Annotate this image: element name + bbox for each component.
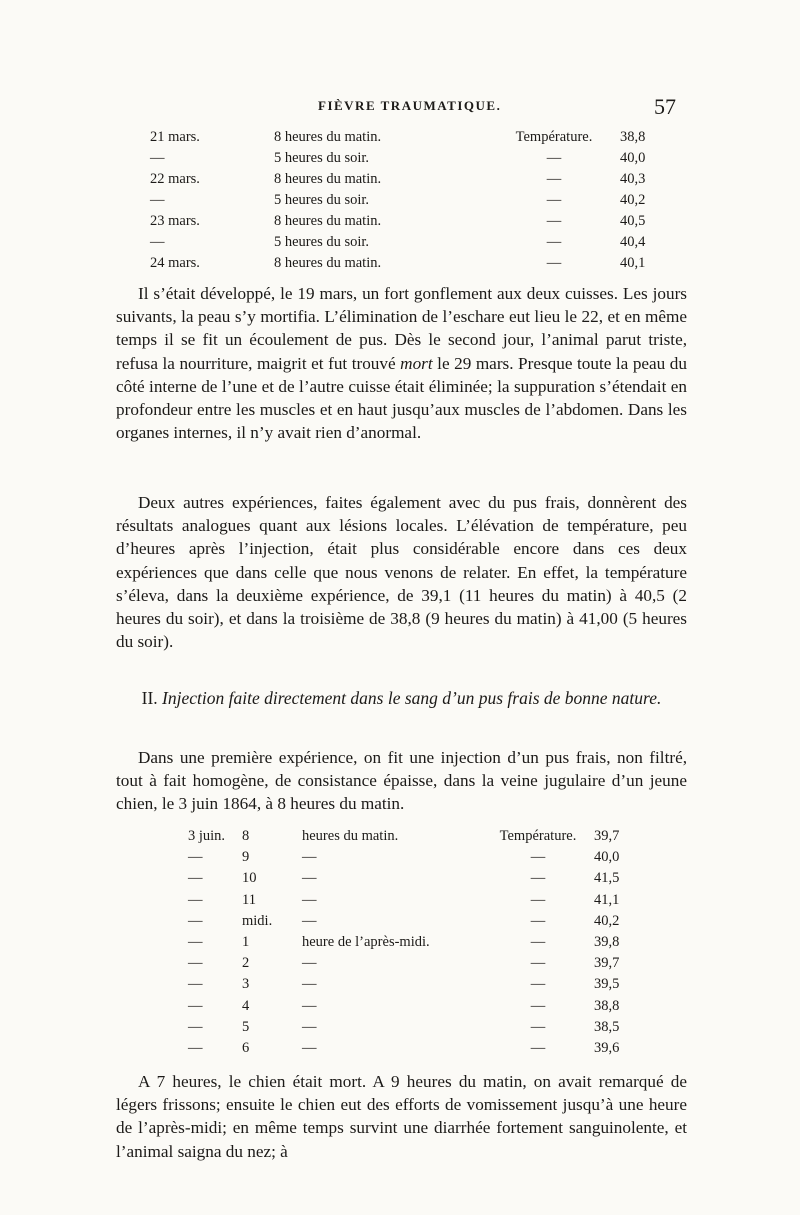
temperature-label-cell: — — [530, 934, 546, 951]
paragraph-text: Deux autres expériences, faites également avec du pus frais, donnèrent des résultats analogues quant aux lésions locales. L’élévation de température, peu d’heures après l’injection, était plus considérable encore dans ces deux expériences que dans celle que nous venons de relater. En effet, la température s’éleva, dans la deuxième expérience, de 39,1 (11 heures du matin) à 40,5 (2 heures du soir), et dans la troisième de 38,8 (9 heures du matin) à 41,00 (5 heures du soir). — [116, 493, 687, 652]
temperature-label-cell: Température. — [515, 129, 593, 145]
section-heading — [116, 687, 687, 709]
hour-cell: 1 — [242, 934, 250, 951]
temperature-value-cell: 38,8 — [594, 997, 620, 1014]
time-cell: 8 heures du matin. — [274, 129, 382, 145]
temperature-label-cell: — — [530, 870, 546, 887]
paragraph-outcome — [116, 1070, 687, 1163]
table-row — [188, 932, 654, 953]
temperature-value-cell: 39,7 — [594, 955, 620, 972]
time-cell: — — [302, 912, 317, 929]
temperature-label-cell: — — [546, 150, 562, 166]
hour-cell: 11 — [242, 891, 256, 908]
table-row — [150, 211, 690, 232]
time-cell: — — [302, 976, 317, 993]
temperature-value-cell: 39,5 — [594, 976, 620, 993]
temperature-value-cell: 41,5 — [594, 870, 620, 887]
hour-cell: 6 — [242, 1040, 250, 1057]
table-row — [150, 169, 690, 190]
table-row — [150, 148, 690, 169]
date-cell: 24 mars. — [150, 255, 200, 271]
running-title: FIÈVRE TRAUMATIQUE. — [318, 98, 502, 113]
table-row — [150, 190, 690, 211]
time-cell: 8 heures du matin. — [274, 213, 382, 229]
temperature-label-cell: — — [546, 234, 562, 250]
paragraph-first-experiment — [116, 746, 687, 816]
hour-cell: 4 — [242, 997, 250, 1014]
section-title: Injection faite directement dans le sang d’un pus frais de bonne nature. — [162, 688, 662, 708]
table-row — [188, 1017, 654, 1038]
table-row — [188, 996, 654, 1017]
paragraph-text: le 29 mars. Presque toute la peau du côté interne de l’une et de l’autre cuisse était éliminée; la suppuration s’étendait en profondeur entre les muscles et en haut jusqu’aux muscles de l’abdomen. Dans les organes internes, il n’y avait rien d’anormal. — [116, 353, 687, 443]
time-cell: 5 heures du soir. — [274, 192, 370, 208]
temperature-value-cell: 38,5 — [594, 1018, 620, 1035]
temperature-label-cell: — — [530, 849, 546, 866]
table-row — [150, 127, 690, 148]
temperature-value-cell: 38,8 — [620, 129, 646, 145]
temperature-label-cell: Température. — [499, 828, 577, 844]
table-row — [188, 868, 654, 889]
hour-cell: 10 — [242, 870, 257, 887]
paragraph-text: Dans une première expérience, on fit une injection d’un pus frais, non filtré, tout à fait homogène, de consistance épaisse, dans la veine jugulaire d’un jeune chien, le 3 juin 1864, à 8 heures du matin. — [116, 748, 687, 814]
time-cell: — — [302, 891, 317, 908]
temperature-label-cell: — — [530, 997, 546, 1014]
page-number: 57 — [654, 94, 676, 119]
temperature-value-cell: 39,8 — [594, 934, 620, 951]
time-cell: 5 heures du soir. — [274, 150, 370, 166]
page-header — [0, 96, 800, 120]
date-cell: — — [188, 1018, 203, 1035]
date-cell: 22 mars. — [150, 171, 200, 187]
table-row — [188, 826, 654, 847]
date-cell: — — [188, 955, 203, 972]
temperature-value-cell: 40,5 — [620, 213, 646, 229]
time-cell: heure de l’après-midi. — [302, 934, 430, 951]
temperature-table-june — [188, 826, 654, 1059]
hour-cell: 9 — [242, 849, 250, 866]
date-cell: — — [150, 234, 165, 250]
hour-cell: 2 — [242, 955, 250, 972]
time-cell: — — [302, 1018, 317, 1035]
time-cell: 8 heures du matin. — [274, 171, 382, 187]
date-cell: — — [188, 870, 203, 887]
date-cell: — — [188, 849, 203, 866]
time-cell: 5 heures du soir. — [274, 234, 370, 250]
temperature-value-cell: 41,1 — [594, 891, 620, 908]
temperature-label-cell: — — [546, 192, 562, 208]
time-cell: — — [302, 997, 317, 1014]
temperature-value-cell: 40,0 — [594, 849, 620, 866]
paragraph-text: Il s’était développé, le 19 mars, un fort gonflement aux deux cuisses. Les jours suivants, la peau s’y mortifia. L’élimination de l’eschare eut lieu le 22, et en même temps il se fit un écoulement de pus. Dès le second jour, l’animal parut triste, refusa la nourriture, maigrit et fut trouvé — [116, 284, 687, 373]
temperature-label-cell: — — [546, 171, 562, 187]
table-row — [188, 974, 654, 995]
time-cell: heures du matin. — [302, 828, 399, 844]
temperature-value-cell: 40,1 — [620, 255, 646, 271]
table-row — [188, 890, 654, 911]
time-cell: — — [302, 955, 317, 972]
table-row — [150, 232, 690, 253]
table-row — [188, 911, 654, 932]
paragraph-other-experiences — [116, 491, 687, 653]
time-cell: 8 heures du matin. — [274, 255, 382, 271]
paragraph-text: A 7 heures, le chien était mort. A 9 heures du matin, on avait remarqué de légers frissons; ensuite le chien eut des efforts de vomissement jusqu’à une heure de l’après-midi; en même temps survint une diarrhée fortement sanguinolente, et l’animal saigna du nez; à — [116, 1072, 687, 1161]
temperature-label-cell: — — [530, 912, 546, 929]
date-cell: 23 mars. — [150, 213, 200, 229]
temperature-label-cell: — — [530, 1018, 546, 1035]
temperature-label-cell: — — [530, 976, 546, 993]
time-cell: — — [302, 849, 317, 866]
temperature-value-cell: 39,6 — [594, 1040, 620, 1057]
date-cell: — — [188, 891, 203, 908]
hour-cell: midi. — [242, 912, 273, 929]
temperature-value-cell: 40,4 — [620, 234, 646, 250]
temperature-value-cell: 40,2 — [594, 912, 620, 929]
temperature-label-cell: — — [530, 891, 546, 908]
temperature-value-cell: 39,7 — [594, 828, 620, 844]
table-row — [188, 847, 654, 868]
temperature-value-cell: 40,2 — [620, 192, 646, 208]
temperature-value-cell: 40,0 — [620, 150, 646, 166]
date-cell: — — [188, 912, 203, 929]
hour-cell: 3 — [242, 976, 250, 993]
paragraph-italic-text: mort — [400, 353, 433, 373]
temperature-label-cell: — — [530, 1040, 546, 1057]
temperature-value-cell: 40,3 — [620, 171, 646, 187]
temperature-label-cell: — — [546, 255, 562, 271]
date-cell: 3 juin. — [188, 828, 226, 844]
date-cell: — — [188, 1040, 203, 1057]
table-row — [150, 253, 690, 274]
date-cell: — — [150, 192, 165, 208]
section-number: II. — [141, 688, 158, 708]
temperature-label-cell: — — [530, 955, 546, 972]
time-cell: — — [302, 1040, 317, 1057]
temperature-label-cell: — — [546, 213, 562, 229]
hour-cell: 8 — [242, 828, 250, 844]
hour-cell: 5 — [242, 1018, 250, 1035]
time-cell: — — [302, 870, 317, 887]
paragraph-observation — [116, 282, 687, 444]
date-cell: 21 mars. — [150, 129, 200, 145]
table-row — [188, 1038, 654, 1059]
date-cell: — — [188, 934, 203, 951]
temperature-table-march — [150, 127, 690, 274]
date-cell: — — [188, 997, 203, 1014]
date-cell: — — [188, 976, 203, 993]
table-row — [188, 953, 654, 974]
date-cell: — — [150, 150, 165, 166]
